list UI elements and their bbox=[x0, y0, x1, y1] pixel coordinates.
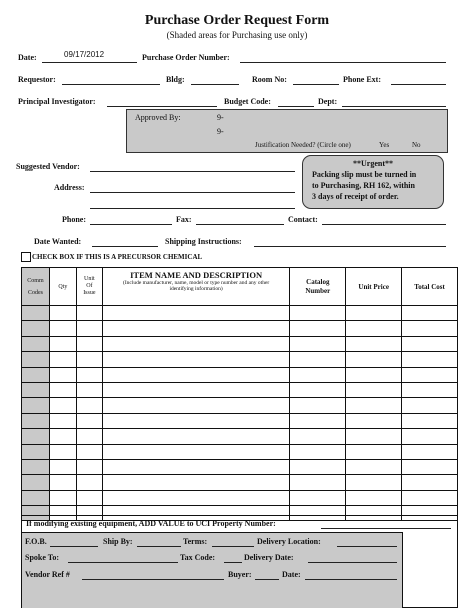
table-cell[interactable] bbox=[290, 321, 346, 336]
col-qty: Qty bbox=[49, 268, 76, 306]
table-cell[interactable] bbox=[402, 475, 458, 490]
table-cell[interactable] bbox=[76, 398, 102, 413]
justification-label: Justification Needed? (Circle one) bbox=[255, 141, 351, 149]
table-cell[interactable] bbox=[22, 490, 50, 505]
table-cell[interactable] bbox=[76, 429, 102, 444]
urgent-title: **Urgent** bbox=[353, 159, 393, 168]
table-cell[interactable] bbox=[402, 367, 458, 382]
terms-field[interactable] bbox=[212, 546, 254, 547]
dept-label: Dept: bbox=[318, 97, 338, 106]
table-cell[interactable] bbox=[102, 413, 290, 428]
table-cell[interactable] bbox=[49, 398, 76, 413]
budget-code-field[interactable] bbox=[278, 106, 314, 107]
dept-field[interactable] bbox=[342, 106, 446, 107]
contact-field[interactable] bbox=[322, 224, 446, 225]
table-cell[interactable] bbox=[346, 444, 402, 459]
fob-label: F.O.B. bbox=[25, 537, 47, 546]
table-cell[interactable] bbox=[76, 413, 102, 428]
po-number-label: Purchase Order Number: bbox=[142, 53, 230, 62]
col-unit-price: Unit Price bbox=[346, 268, 402, 306]
table-cell[interactable] bbox=[22, 336, 50, 351]
table-cell[interactable] bbox=[402, 413, 458, 428]
table-cell[interactable] bbox=[22, 306, 50, 321]
table-cell[interactable] bbox=[290, 352, 346, 367]
form-subtitle: (Shaded areas for Purchasing use only) bbox=[166, 30, 308, 40]
table-cell[interactable] bbox=[49, 444, 76, 459]
delivery-location-field[interactable] bbox=[337, 546, 397, 547]
justification-yes[interactable]: Yes bbox=[379, 141, 390, 149]
table-cell[interactable] bbox=[346, 413, 402, 428]
bldg-label: Bldg: bbox=[166, 75, 185, 84]
delivery-date-label: Delivery Date: bbox=[244, 553, 294, 562]
precursor-label: CHECK BOX IF THIS IS A PRECURSOR CHEMICAL bbox=[32, 253, 203, 261]
table-cell[interactable] bbox=[346, 367, 402, 382]
table-cell[interactable] bbox=[346, 352, 402, 367]
col-item-description: ITEM NAME AND DESCRIPTION (Include manufacturer, name, model or type number and any other identifying information) bbox=[102, 268, 290, 306]
table-cell[interactable] bbox=[49, 382, 76, 397]
table-row bbox=[22, 367, 458, 382]
address-field-1[interactable] bbox=[90, 192, 295, 193]
approved-by-line-1: 9- bbox=[217, 113, 224, 122]
table-cell[interactable] bbox=[346, 306, 402, 321]
table-row bbox=[22, 459, 458, 474]
requestor-field[interactable] bbox=[62, 84, 160, 85]
urgent-line-2: to Purchasing, RH 162, within bbox=[312, 181, 415, 190]
address-field-2[interactable] bbox=[90, 208, 295, 209]
table-row bbox=[22, 475, 458, 490]
address-label: Address: bbox=[54, 183, 85, 192]
items-table bbox=[21, 267, 458, 521]
delivery-date-field[interactable] bbox=[308, 562, 397, 563]
table-row bbox=[22, 321, 458, 336]
table-cell[interactable] bbox=[290, 367, 346, 382]
urgent-box bbox=[302, 155, 444, 209]
table-cell[interactable] bbox=[402, 352, 458, 367]
approved-by-label: Approved By: bbox=[135, 113, 181, 122]
table-cell[interactable] bbox=[102, 336, 290, 351]
table-cell[interactable] bbox=[402, 306, 458, 321]
table-cell[interactable] bbox=[49, 321, 76, 336]
table-cell[interactable] bbox=[290, 459, 346, 474]
precursor-checkbox[interactable] bbox=[21, 252, 31, 262]
table-cell[interactable] bbox=[102, 398, 290, 413]
table-cell[interactable] bbox=[22, 321, 50, 336]
col-total-cost: Total Cost bbox=[402, 268, 458, 306]
table-cell[interactable] bbox=[22, 398, 50, 413]
table-cell[interactable] bbox=[402, 321, 458, 336]
spoke-to-field[interactable] bbox=[68, 562, 178, 563]
table-cell[interactable] bbox=[290, 490, 346, 505]
footer-shaded-area bbox=[22, 532, 403, 608]
suggested-vendor-field[interactable] bbox=[90, 171, 295, 172]
table-cell[interactable] bbox=[22, 367, 50, 382]
vendor-ref-field[interactable] bbox=[82, 579, 224, 580]
tax-code-field[interactable] bbox=[224, 562, 242, 563]
table-cell[interactable] bbox=[402, 398, 458, 413]
table-cell[interactable] bbox=[402, 444, 458, 459]
footer-date-label: Date: bbox=[282, 570, 301, 579]
table-cell[interactable] bbox=[76, 321, 102, 336]
phone-ext-label: Phone Ext: bbox=[343, 75, 381, 84]
table-cell[interactable] bbox=[346, 429, 402, 444]
table-cell[interactable] bbox=[102, 367, 290, 382]
table-cell[interactable] bbox=[290, 398, 346, 413]
table-cell[interactable] bbox=[290, 444, 346, 459]
table-row bbox=[22, 306, 458, 321]
bldg-field[interactable] bbox=[191, 84, 239, 85]
delivery-location-label: Delivery Location: bbox=[257, 537, 321, 546]
table-cell[interactable] bbox=[49, 336, 76, 351]
urgent-line-3: 3 days of receipt of order. bbox=[312, 192, 399, 201]
table-row bbox=[22, 352, 458, 367]
table-cell[interactable] bbox=[102, 459, 290, 474]
tax-code-label: Tax Code: bbox=[180, 553, 216, 562]
col-comm-codes: Comm Codes bbox=[22, 268, 50, 306]
room-field[interactable] bbox=[293, 84, 339, 85]
buyer-label: Buyer: bbox=[228, 570, 252, 579]
table-cell[interactable] bbox=[402, 490, 458, 505]
table-cell[interactable] bbox=[49, 459, 76, 474]
ship-by-field[interactable] bbox=[137, 546, 181, 547]
table-row bbox=[22, 382, 458, 397]
table-row bbox=[22, 490, 458, 505]
terms-label: Terms: bbox=[183, 537, 208, 546]
table-cell[interactable] bbox=[76, 352, 102, 367]
footer-date-field[interactable] bbox=[305, 579, 397, 580]
table-cell[interactable] bbox=[290, 382, 346, 397]
shipping-instructions-label: Shipping Instructions: bbox=[165, 237, 242, 246]
table-row bbox=[22, 413, 458, 428]
justification-no[interactable]: No bbox=[412, 141, 421, 149]
table-row bbox=[22, 429, 458, 444]
table-cell[interactable] bbox=[102, 490, 290, 505]
table-cell[interactable] bbox=[290, 475, 346, 490]
col-unit-of-issue: Unit Of Issue bbox=[76, 268, 102, 306]
table-cell[interactable] bbox=[290, 429, 346, 444]
urgent-line-1: Packing slip must be turned in bbox=[312, 170, 417, 179]
date-wanted-label: Date Wanted: bbox=[34, 237, 82, 246]
table-cell[interactable] bbox=[76, 444, 102, 459]
table-cell[interactable] bbox=[102, 475, 290, 490]
po-number-field[interactable] bbox=[240, 62, 446, 63]
table-cell[interactable] bbox=[76, 459, 102, 474]
table-cell[interactable] bbox=[22, 475, 50, 490]
table-cell[interactable] bbox=[290, 336, 346, 351]
table-cell[interactable] bbox=[22, 459, 50, 474]
table-cell[interactable] bbox=[49, 429, 76, 444]
buyer-field[interactable] bbox=[255, 579, 279, 580]
budget-code-label: Budget Code: bbox=[224, 97, 271, 106]
fax-field[interactable] bbox=[196, 224, 284, 225]
table-cell[interactable] bbox=[49, 352, 76, 367]
table-cell[interactable] bbox=[76, 382, 102, 397]
col-catalog-number: Catalog Number bbox=[290, 268, 346, 306]
table-cell[interactable] bbox=[346, 336, 402, 351]
shipping-instructions-field[interactable] bbox=[254, 246, 446, 247]
table-cell[interactable] bbox=[102, 429, 290, 444]
table-cell[interactable] bbox=[102, 321, 290, 336]
table-cell[interactable] bbox=[76, 367, 102, 382]
table-cell[interactable] bbox=[76, 490, 102, 505]
approved-by-line-2: 9- bbox=[217, 127, 224, 136]
table-cell[interactable] bbox=[22, 444, 50, 459]
table-cell[interactable] bbox=[402, 336, 458, 351]
table-cell[interactable] bbox=[402, 459, 458, 474]
table-cell[interactable] bbox=[346, 398, 402, 413]
phone-ext-field[interactable] bbox=[391, 84, 446, 85]
ship-by-label: Ship By: bbox=[103, 537, 133, 546]
room-label: Room No: bbox=[252, 75, 287, 84]
table-cell[interactable] bbox=[76, 475, 102, 490]
table-row bbox=[22, 336, 458, 351]
table-cell[interactable] bbox=[49, 413, 76, 428]
table-cell[interactable] bbox=[346, 382, 402, 397]
table-cell[interactable] bbox=[22, 352, 50, 367]
table-cell[interactable] bbox=[402, 382, 458, 397]
contact-label: Contact: bbox=[288, 215, 318, 224]
phone-field[interactable] bbox=[90, 224, 172, 225]
table-cell[interactable] bbox=[102, 382, 290, 397]
date-field[interactable]: 09/17/2012 bbox=[64, 50, 105, 59]
table-row bbox=[22, 398, 458, 413]
table-cell[interactable] bbox=[49, 490, 76, 505]
vendor-ref-label: Vendor Ref # bbox=[25, 570, 70, 579]
approval-box bbox=[126, 109, 448, 153]
pi-label: Principal Investigator: bbox=[18, 97, 96, 106]
table-cell[interactable] bbox=[22, 382, 50, 397]
table-cell[interactable] bbox=[76, 336, 102, 351]
property-number-field[interactable] bbox=[321, 528, 451, 529]
table-cell[interactable] bbox=[102, 352, 290, 367]
table-cell[interactable] bbox=[290, 413, 346, 428]
table-cell[interactable] bbox=[346, 321, 402, 336]
date-wanted-field[interactable] bbox=[92, 246, 158, 247]
table-cell[interactable] bbox=[346, 459, 402, 474]
table-cell[interactable] bbox=[49, 475, 76, 490]
table-cell[interactable] bbox=[102, 306, 290, 321]
table-cell[interactable] bbox=[49, 306, 76, 321]
table-cell[interactable] bbox=[402, 429, 458, 444]
modify-note: If modifying existing equipment, ADD VALUE to UCI Property Number: bbox=[26, 519, 276, 528]
table-cell[interactable] bbox=[76, 306, 102, 321]
requestor-label: Requestor: bbox=[18, 75, 56, 84]
table-cell[interactable] bbox=[346, 490, 402, 505]
pi-field[interactable] bbox=[107, 106, 217, 107]
table-cell[interactable] bbox=[102, 444, 290, 459]
spoke-to-label: Spoke To: bbox=[25, 553, 60, 562]
table-cell[interactable] bbox=[22, 413, 50, 428]
phone-label: Phone: bbox=[62, 215, 86, 224]
table-cell[interactable] bbox=[346, 475, 402, 490]
table-cell[interactable] bbox=[290, 306, 346, 321]
table-cell[interactable] bbox=[22, 429, 50, 444]
suggested-vendor-label: Suggested Vendor: bbox=[16, 162, 80, 171]
date-label: Date: bbox=[18, 53, 37, 62]
fob-field[interactable] bbox=[50, 546, 98, 547]
table-cell[interactable] bbox=[49, 367, 76, 382]
table-row bbox=[22, 444, 458, 459]
fax-label: Fax: bbox=[176, 215, 192, 224]
form-title: Purchase Order Request Form bbox=[144, 13, 330, 28]
